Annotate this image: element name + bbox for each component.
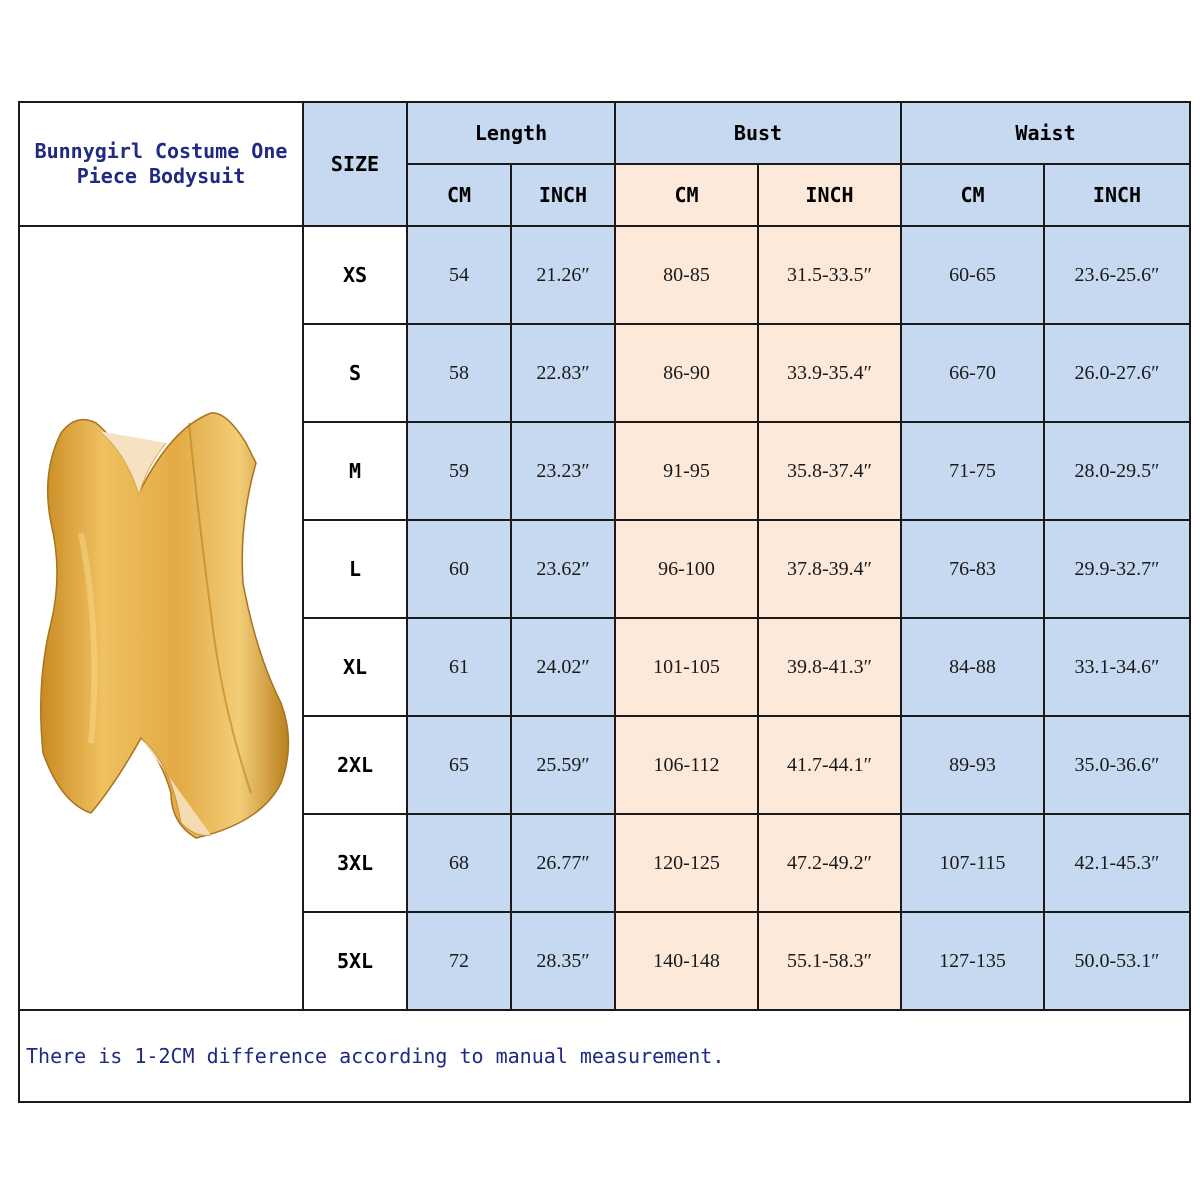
waist-cm-cell: 76-83 — [901, 520, 1044, 618]
length-cm-cell: 72 — [407, 912, 511, 1010]
waist-header: Waist — [901, 102, 1190, 164]
bust-cm-cell: 140-148 — [615, 912, 758, 1010]
length-inch-cell: 24.02″ — [511, 618, 615, 716]
size-chart-table — [18, 101, 1191, 1103]
length-inch-cell: 23.62″ — [511, 520, 615, 618]
size-label: 2XL — [303, 716, 407, 814]
length-inch-cell: 26.77″ — [511, 814, 615, 912]
waist-cm-cell: 107-115 — [901, 814, 1044, 912]
length-inch-cell: 21.26″ — [511, 226, 615, 324]
waist-cm-header: CM — [901, 164, 1044, 226]
length-cm-cell: 58 — [407, 324, 511, 422]
bust-inch-cell: 55.1-58.3″ — [758, 912, 901, 1010]
size-label: S — [303, 324, 407, 422]
bust-cm-cell: 86-90 — [615, 324, 758, 422]
waist-inch-cell: 50.0-53.1″ — [1044, 912, 1190, 1010]
bust-inch-header: INCH — [758, 164, 901, 226]
bust-cm-cell: 91-95 — [615, 422, 758, 520]
length-inch-header: INCH — [511, 164, 615, 226]
length-inch-cell: 25.59″ — [511, 716, 615, 814]
waist-cm-cell: 89-93 — [901, 716, 1044, 814]
waist-cm-cell: 127-135 — [901, 912, 1044, 1010]
bust-inch-cell: 33.9-35.4″ — [758, 324, 901, 422]
length-cm-cell: 59 — [407, 422, 511, 520]
bust-inch-cell: 41.7-44.1″ — [758, 716, 901, 814]
bust-header: Bust — [615, 102, 901, 164]
product-image-cell — [19, 226, 303, 1010]
size-label: XS — [303, 226, 407, 324]
waist-cm-cell: 60-65 — [901, 226, 1044, 324]
bust-inch-cell: 31.5-33.5″ — [758, 226, 901, 324]
waist-cm-cell: 84-88 — [901, 618, 1044, 716]
length-header: Length — [407, 102, 615, 164]
length-cm-header: CM — [407, 164, 511, 226]
waist-inch-cell: 28.0-29.5″ — [1044, 422, 1190, 520]
length-cm-cell: 65 — [407, 716, 511, 814]
size-label: XL — [303, 618, 407, 716]
size-label: L — [303, 520, 407, 618]
size-header: SIZE — [303, 102, 407, 226]
waist-inch-cell: 23.6-25.6″ — [1044, 226, 1190, 324]
bust-cm-cell: 80-85 — [615, 226, 758, 324]
bust-cm-cell: 96-100 — [615, 520, 758, 618]
size-label: 3XL — [303, 814, 407, 912]
measurement-footnote: There is 1-2CM difference according to manual measurement. — [19, 1010, 1190, 1102]
size-label: M — [303, 422, 407, 520]
bust-inch-cell: 37.8-39.4″ — [758, 520, 901, 618]
bodysuit-image — [21, 383, 301, 853]
length-inch-cell: 22.83″ — [511, 324, 615, 422]
bust-cm-header: CM — [615, 164, 758, 226]
bust-inch-cell: 39.8-41.3″ — [758, 618, 901, 716]
waist-inch-cell: 35.0-36.6″ — [1044, 716, 1190, 814]
length-inch-cell: 23.23″ — [511, 422, 615, 520]
waist-inch-cell: 26.0-27.6″ — [1044, 324, 1190, 422]
length-inch-cell: 28.35″ — [511, 912, 615, 1010]
length-cm-cell: 68 — [407, 814, 511, 912]
bust-cm-cell: 106-112 — [615, 716, 758, 814]
size-label: 5XL — [303, 912, 407, 1010]
waist-inch-header: INCH — [1044, 164, 1190, 226]
waist-inch-cell: 33.1-34.6″ — [1044, 618, 1190, 716]
product-title: Bunnygirl Costume One Piece Bodysuit — [19, 102, 303, 226]
bust-cm-cell: 120-125 — [615, 814, 758, 912]
bust-inch-cell: 35.8-37.4″ — [758, 422, 901, 520]
table-row — [19, 226, 1190, 324]
bust-inch-cell: 47.2-49.2″ — [758, 814, 901, 912]
length-cm-cell: 61 — [407, 618, 511, 716]
waist-cm-cell: 66-70 — [901, 324, 1044, 422]
length-cm-cell: 54 — [407, 226, 511, 324]
waist-cm-cell: 71-75 — [901, 422, 1044, 520]
bust-cm-cell: 101-105 — [615, 618, 758, 716]
waist-inch-cell: 29.9-32.7″ — [1044, 520, 1190, 618]
length-cm-cell: 60 — [407, 520, 511, 618]
waist-inch-cell: 42.1-45.3″ — [1044, 814, 1190, 912]
